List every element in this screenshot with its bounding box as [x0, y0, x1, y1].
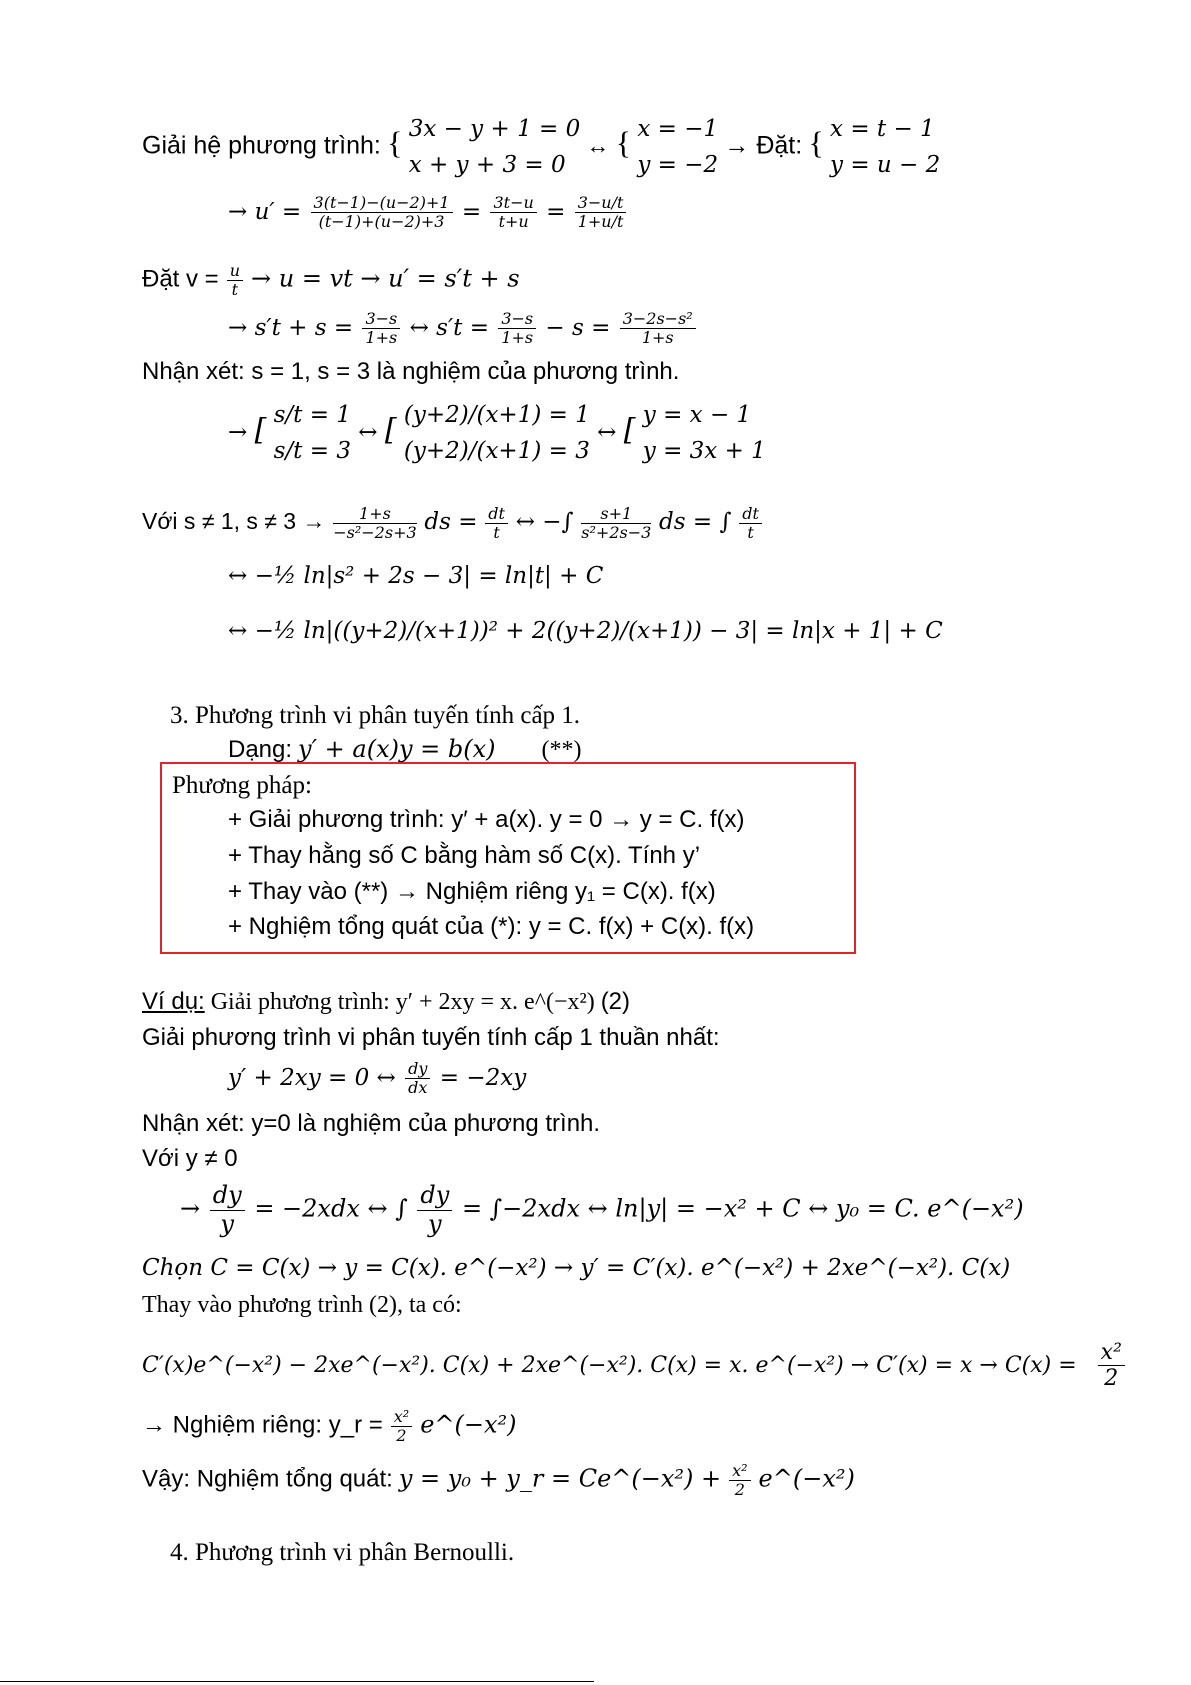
frac-den: t	[231, 280, 239, 300]
brace-icon: {	[387, 124, 403, 161]
long-eq-line	[142, 1340, 1127, 1392]
frac-num: dy	[417, 1182, 452, 1211]
sub-x: x = t − 1	[830, 116, 935, 142]
uprime-frac2	[490, 194, 536, 232]
sprime-mid: ↔ s′t =	[409, 314, 489, 341]
form-tag: (**)	[541, 737, 582, 763]
frac-den: 1+s	[641, 328, 674, 348]
rieng-label: → Nghiệm riêng: y_r =	[142, 1411, 383, 1439]
frac-num: 3t−u	[490, 194, 536, 213]
homog-title: Giải phương trình vi phân tuyến tính cấp 1 thuần nhất:	[142, 1024, 720, 1051]
voi-s-mid: ↔ −∫	[515, 509, 574, 536]
frac-num: x²	[1098, 1340, 1125, 1366]
thay-line: Thay vào phương trình (2), ta có:	[142, 1292, 462, 1318]
separation-line	[180, 1182, 1024, 1238]
frac-den: 1+s	[501, 328, 534, 348]
example-tag: (2)	[600, 988, 631, 1015]
vay-eq: y = y₀ + y_r = Ce^(−x²) +	[398, 1464, 722, 1493]
sep-mid: = −2xdx ↔ ∫	[254, 1194, 408, 1223]
ds-int: ds = ∫	[659, 509, 732, 536]
method-step-2: + Thay hằng số C bằng hàm số C(x). Tính y’	[228, 842, 701, 869]
equiv-arrow: ↔	[597, 419, 617, 446]
dat-v-line	[142, 262, 520, 300]
ln-line-2: ↔ −½ ln|((y+2)/(x+1))² + 2((y+2)/(x+1)) − 3| = ln|x + 1| + C	[228, 618, 943, 644]
frac-num: 3−2s−s²	[620, 310, 696, 329]
frac-den: 2	[396, 1426, 407, 1446]
nhan-xet-2: Nhận xét: y=0 là nghiệm của phương trình.	[142, 1110, 601, 1137]
long-eq-frac	[1098, 1340, 1125, 1392]
frac-den: (t−1)+(u−2)+3	[318, 212, 445, 232]
example-text: Giải phương trình: y′ + 2xy = x. e^(−x²)	[210, 989, 595, 1015]
frac-den: t+u	[498, 212, 529, 232]
arrow-icon: →	[180, 1194, 201, 1223]
frac-num: dy	[405, 1060, 430, 1079]
dat-v-label: Đặt v =	[142, 265, 219, 293]
homog-right: = −2xy	[439, 1064, 527, 1091]
system-solution	[637, 112, 718, 183]
uprime-line: → u′ = $\frac{3(t-1)-(u-2)+1}{(t-1)+(u-2)+3}$ = $\frac{3t-u}{t+u}$ = $\frac{3-u/t}{1+u/t}$	[228, 194, 628, 232]
case-r2: y = 3x + 1	[642, 437, 766, 464]
voi-y: Với y ≠ 0	[142, 1145, 238, 1172]
nhan-xet-1: Nhận xét: s = 1, s = 3 là nghiệm của phương trình.	[142, 358, 680, 385]
frac-num: 3−u/t	[575, 194, 627, 213]
equiv-arrow: ↔	[586, 133, 610, 159]
frac-den: s²+2s−3	[581, 523, 652, 543]
brace-icon: {	[615, 124, 632, 161]
system-equations	[409, 112, 581, 183]
rieng-tail: e^(−x²)	[420, 1410, 517, 1439]
system-label: Giải hệ phương trình:	[142, 131, 381, 160]
voi-s-frac4	[739, 505, 762, 543]
uprime-frac1	[311, 194, 453, 232]
cases-block	[228, 398, 766, 469]
voi-s-frac3	[581, 505, 651, 543]
uprime-lhs: → u′ =	[228, 198, 302, 225]
sep-frac-2	[417, 1182, 452, 1238]
sub-y: y = u − 2	[830, 151, 941, 178]
voi-s-frac2	[485, 505, 508, 543]
sprime-lhs: → s′t + s =	[228, 314, 354, 341]
equiv-arrow: ↔	[358, 419, 378, 446]
system-sol1: x = −1	[637, 116, 719, 142]
case-d2: (y+2)/(x+1) = 3	[403, 437, 590, 464]
frac-num: dy	[210, 1182, 245, 1211]
vay-line	[142, 1462, 855, 1500]
section4-heading: 4. Phương trình vi phân Bernoulli.	[170, 1539, 515, 1566]
sprime-frac1	[362, 310, 400, 348]
case-s1: s/t = 1	[273, 402, 351, 428]
system-eq1: 3x − y + 1 = 0	[408, 116, 581, 142]
homog-eq	[228, 1060, 526, 1098]
section3-heading: 3. Phương trình vi phân tuyến tính cấp 1.	[170, 702, 581, 729]
form-label: Dạng:	[228, 736, 293, 763]
sprime-tail: − s =	[545, 314, 611, 341]
rieng-frac	[391, 1408, 412, 1446]
sprime-line	[228, 310, 698, 348]
system-line	[142, 112, 940, 183]
arrow-icon: →	[228, 419, 248, 446]
bracket-icon: [	[623, 412, 636, 448]
voi-s-line	[142, 505, 764, 543]
frac-num: dt	[739, 505, 762, 524]
system-eq2: x + y + 3 = 0	[408, 151, 566, 178]
cases-s	[274, 398, 351, 469]
sep-frac	[210, 1182, 245, 1238]
frac-den: y	[428, 1209, 442, 1238]
frac-num: 3−s	[362, 310, 400, 329]
substitution	[830, 112, 940, 183]
dat-v-frac	[227, 262, 243, 300]
homog-frac	[405, 1060, 430, 1098]
rieng-line	[142, 1408, 517, 1446]
section3-form	[228, 737, 582, 762]
frac-den: 2	[1104, 1366, 1119, 1392]
sprime-frac2	[498, 310, 536, 348]
frac-den: −s²−2s+3	[333, 523, 417, 543]
system-sol2: y = −2	[637, 151, 719, 178]
footnote-rule	[0, 1681, 594, 1682]
frac-num: 3(t−1)−(u−2)+1	[311, 194, 453, 213]
vay-tail: e^(−x²)	[758, 1464, 855, 1493]
method-step-4: + Nghiệm tổng quát của (*): y = C. f(x) + C(x). f(x)	[228, 913, 755, 940]
vay-frac	[729, 1462, 750, 1500]
voi-s-frac1	[333, 505, 416, 543]
case-r1: y = x − 1	[642, 402, 752, 428]
frac-num: 1+s	[333, 505, 416, 524]
cases-result	[643, 398, 766, 469]
frac-num: x²	[391, 1408, 412, 1427]
voi-s-label: Với s ≠ 1, s ≠ 3 →	[142, 508, 326, 535]
bracket-icon: [	[384, 412, 397, 448]
sep-right: = ∫−2xdx ↔ ln|y| = −x² + C ↔ y₀ = C. e^(−x²)	[461, 1194, 1024, 1223]
frac-den: 1+s	[365, 328, 398, 348]
frac-num: s+1	[581, 505, 651, 524]
ln-line-1: ↔ −½ ln|s² + 2s − 3| = ln|t| + C	[228, 563, 604, 589]
homog-left: y′ + 2xy = 0 ↔	[228, 1064, 396, 1091]
uprime-frac3	[575, 194, 627, 232]
bracket-icon: [	[254, 412, 267, 448]
chon-line: Chọn C = C(x) → y = C(x). e^(−x²) → y′ = C′(x). e^(−x²) + 2xe^(−x²). C(x)	[142, 1255, 1011, 1281]
frac-den: t	[747, 523, 754, 543]
example-line	[142, 990, 630, 1014]
case-s2: s/t = 3	[273, 437, 351, 464]
frac-den: y	[220, 1209, 234, 1238]
example-label: Ví dụ:	[142, 988, 205, 1015]
frac-num: dt	[485, 505, 508, 524]
dat-label: → Đặt:	[724, 131, 803, 160]
ds-eq: ds =	[424, 509, 478, 536]
vay-label: Vậy: Nghiệm tổng quát:	[142, 1465, 393, 1493]
frac-den: 1+u/t	[577, 212, 624, 232]
long-eq: C′(x)e^(−x²) − 2xe^(−x²). C(x) + 2xe^(−x²). C(x) = x. e^(−x²) → C′(x) = x → C(x) =	[142, 1352, 1077, 1378]
frac-num: x²	[729, 1462, 750, 1481]
method-step-3: + Thay vào (**) → Nghiệm riêng y₁ = C(x). f(x)	[228, 878, 716, 905]
frac-num: u	[227, 262, 243, 281]
form-equation: y′ + a(x)y = b(x)	[298, 735, 496, 763]
dat-v-relation: → u = vt → u′ = s′t + s	[251, 264, 520, 293]
frac-den: t	[493, 523, 500, 543]
frac-den: dx	[408, 1078, 428, 1098]
brace-icon: {	[808, 124, 824, 161]
cases-xy	[404, 398, 590, 469]
method-step-1: + Giải phương trình: y′ + a(x). y = 0 → y = C. f(x)	[228, 806, 745, 833]
method-title: Phương pháp:	[172, 772, 312, 799]
sprime-frac3	[620, 310, 696, 348]
frac-num: 3−s	[498, 310, 536, 329]
frac-den: 2	[734, 1480, 745, 1500]
case-d1: (y+2)/(x+1) = 1	[403, 402, 590, 428]
